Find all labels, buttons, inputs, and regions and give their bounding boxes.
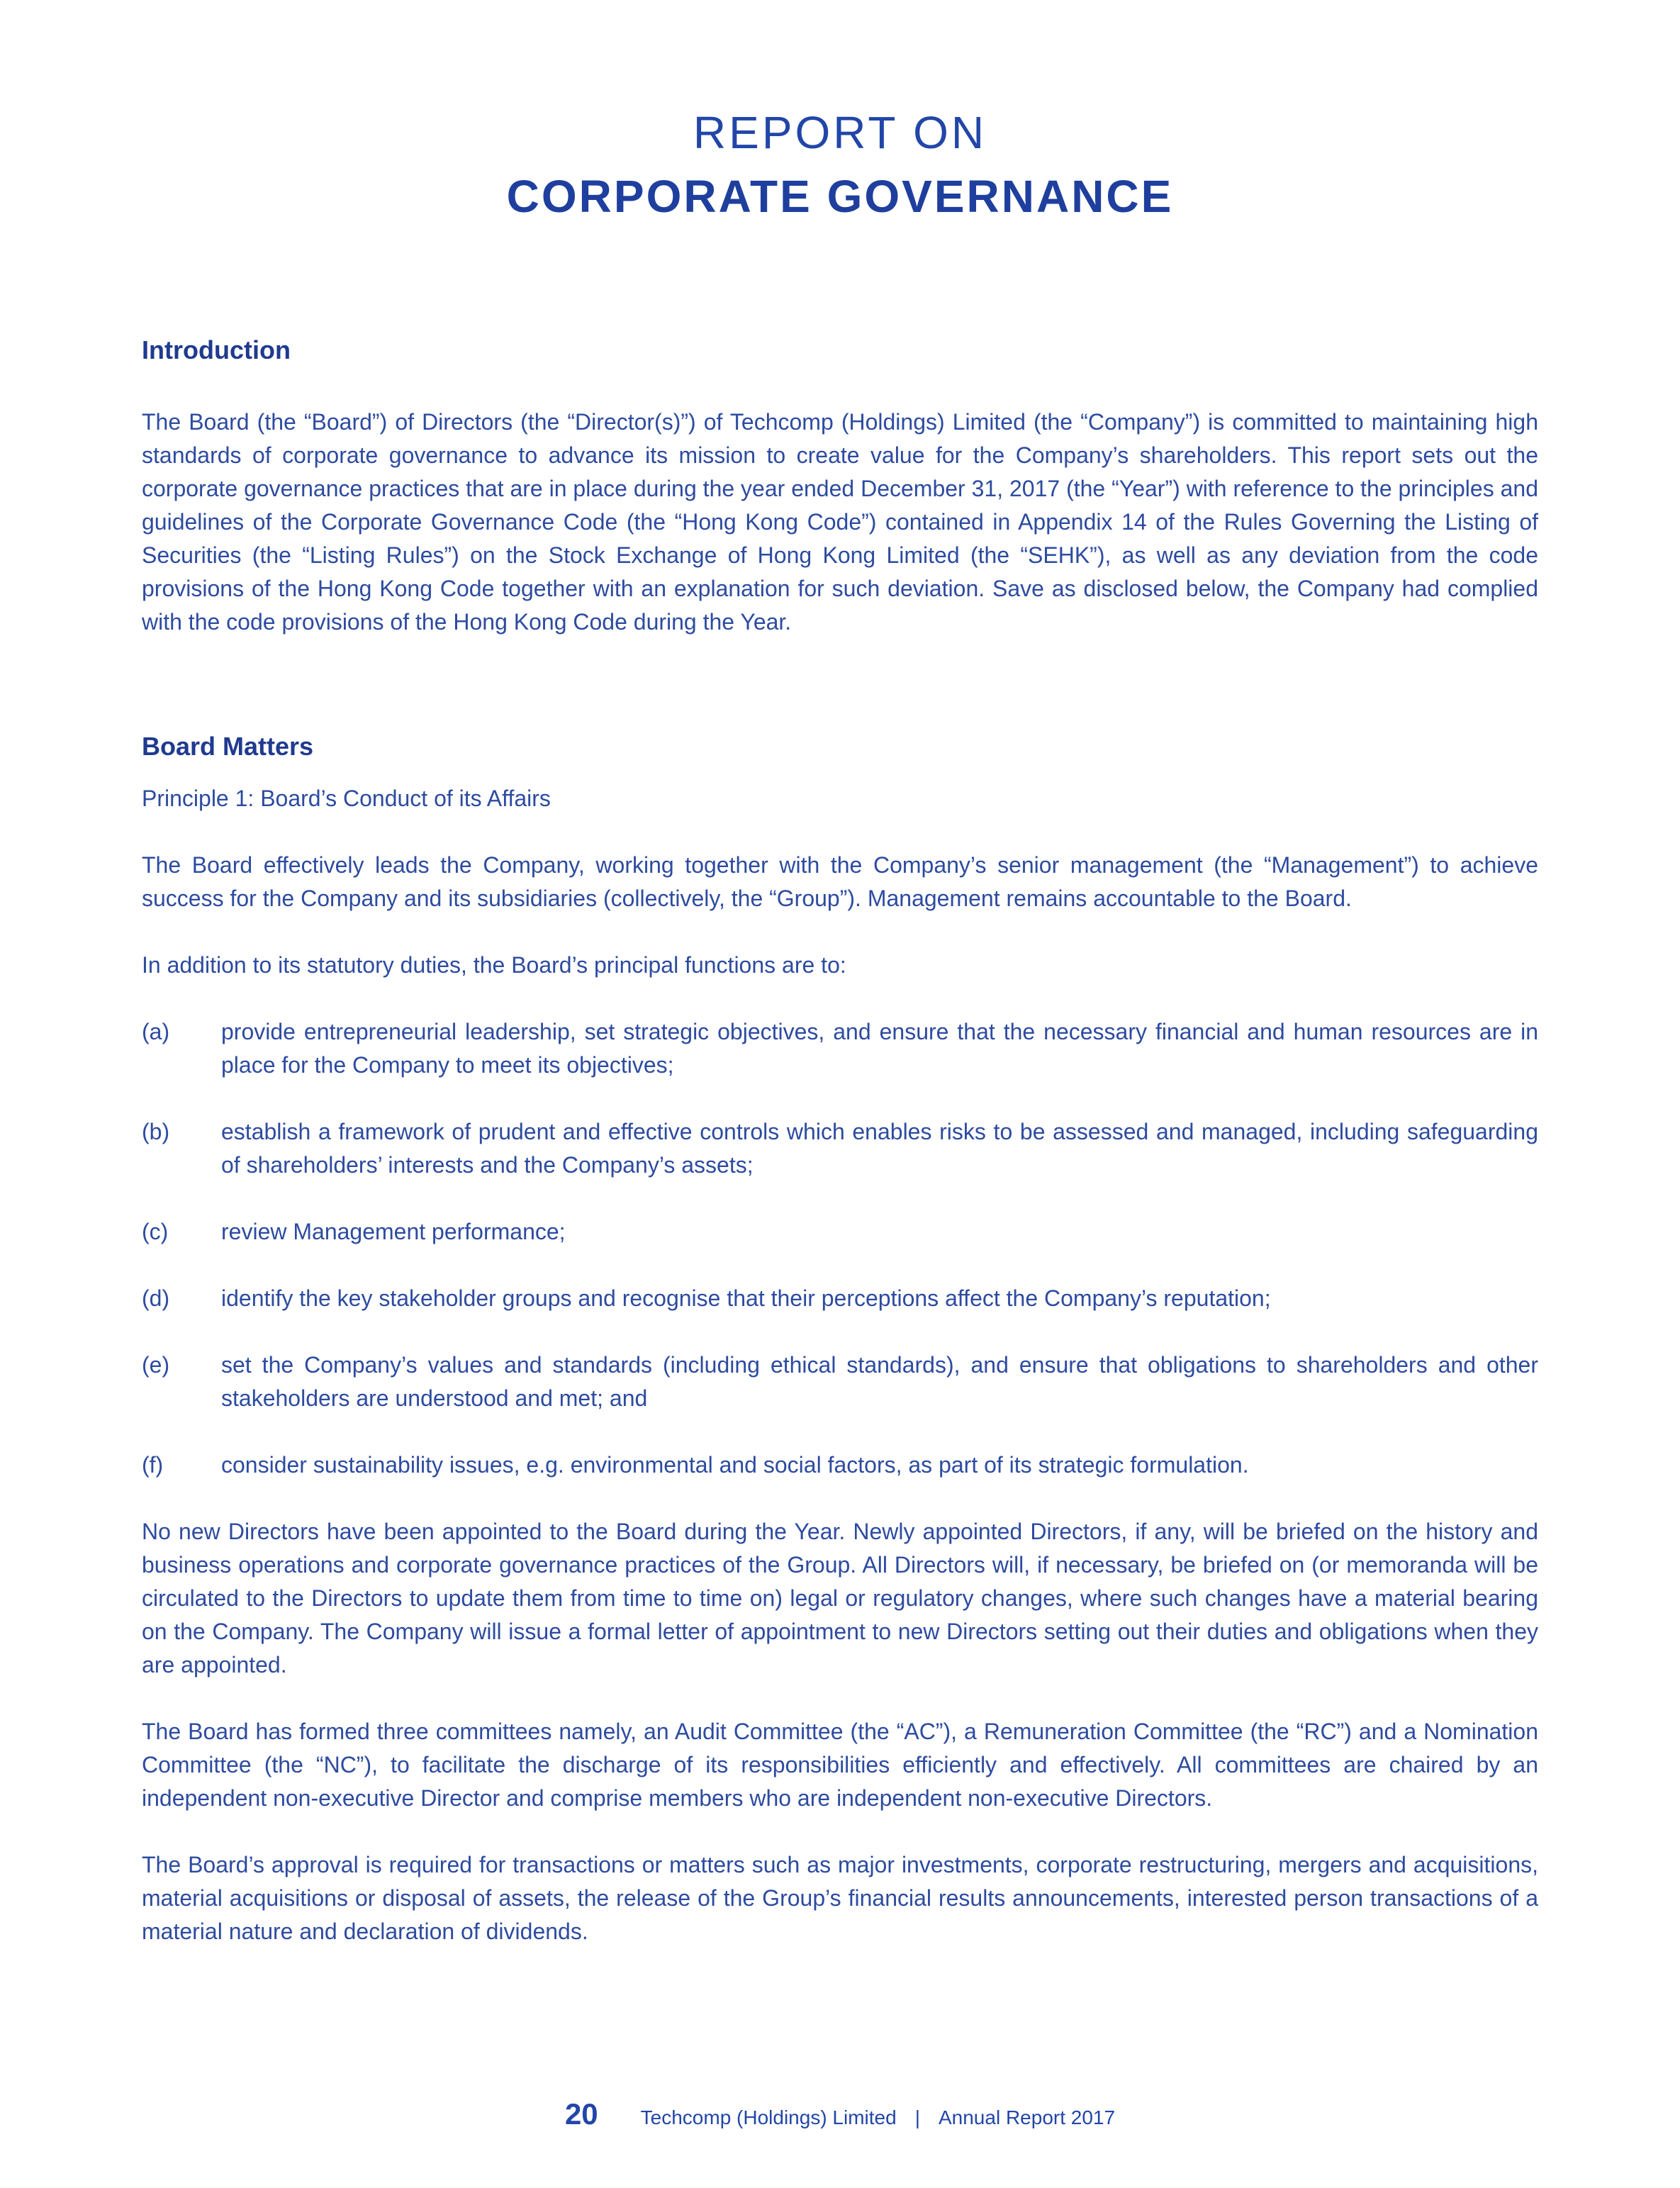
list-marker: (c) bbox=[142, 1219, 169, 1244]
introduction-heading: Introduction bbox=[142, 335, 291, 364]
list-marker: (b) bbox=[142, 1119, 170, 1144]
title-line2: CORPORATE GOVERNANCE bbox=[506, 171, 1174, 222]
footer-company: Techcomp (Holdings) Limited bbox=[640, 2106, 897, 2128]
list-marker: (a) bbox=[142, 1019, 170, 1044]
list-text: identify the key stakeholder groups and recognise that their perceptions affect the Company’s reputation; bbox=[221, 1285, 1271, 1311]
board-paragraph-5: The Board’s approval is required for transactions or matters such as major investments, corporate restructuring, mergers and acquisitions, material acquisitions or disposal of assets, the release of the Group’s financial results announcements, interested person transactions of a material nature and declaration of dividends. bbox=[142, 1852, 1538, 1944]
list-text: provide entrepreneurial leadership, set strategic objectives, and ensure that the necessary financial and human resources are in place for the Company to meet its objectives; bbox=[221, 1019, 1538, 1078]
footer-report: Annual Report 2017 bbox=[938, 2106, 1116, 2128]
list-text: review Management performance; bbox=[221, 1219, 566, 1244]
list-marker: (f) bbox=[142, 1452, 164, 1478]
page-number: 20 bbox=[564, 2097, 598, 2131]
list-marker: (e) bbox=[142, 1352, 170, 1378]
board-paragraph-3: No new Directors have been appointed to the Board during the Year. Newly appointed Directors, if any, will be briefed on the history and business operations and corporate governance practices of the Group. All Directors will, if necessary, be briefed on (or memoranda will be circulated to the Directors to update them from time to time on) legal or regulatory changes, where such changes have a material bearing on the Company. The Company will issue a formal letter of appointment to new Directors setting out their duties and obligations when they are appointed. bbox=[142, 1519, 1538, 1678]
title-line1: REPORT ON bbox=[693, 107, 987, 158]
list-text: establish a framework of prudent and effective controls which enables risks to be assessed and managed, including safeguarding of shareholders’ interests and the Company’s assets; bbox=[221, 1119, 1538, 1178]
principle-subheading: Principle 1: Board’s Conduct of its Affairs bbox=[142, 786, 551, 811]
list-item bbox=[142, 1015, 1538, 1082]
board-paragraph-4: The Board has formed three committees namely, an Audit Committee (the “AC”), a Remuneration Committee (the “RC”) and a Nomination Committee (the “NC”), to facilitate the discharge of its responsibilities efficiently and effectively. All committees are chaired by an independent non-executive Director and comprise members who are independent non-executive Directors. bbox=[142, 1719, 1538, 1811]
introduction-paragraph: The Board (the “Board”) of Directors (the “Director(s)”) of Techcomp (Holdings) Limited (the “Company”) is committed to maintaining high standards of corporate governance to advance its mission to create value for the Company’s shareholders. This report sets out the corporate governance practices that are in place during the year ended December 31, 2017 (the “Year”) with reference to the principles and guidelines of the Corporate Governance Code (the “Hong Kong Code”) contained in Appendix 14 of the Rules Governing the Listing of Securities (the “Listing Rules”) on the Stock Exchange of Hong Kong Limited (the “SEHK”), as well as any deviation from the code provisions of the Hong Kong Code together with an explanation for such deviation. Save as disclosed below, the Company had complied with the code provisions of the Hong Kong Code during the Year. bbox=[142, 409, 1538, 635]
list-item bbox=[142, 1115, 1538, 1182]
list-text: consider sustainability issues, e.g. environmental and social factors, as part of its strategic formulation. bbox=[221, 1452, 1249, 1478]
document-body bbox=[142, 333, 1538, 1948]
board-paragraph-1: The Board effectively leads the Company, working together with the Company’s senior management (the “Management”) to achieve success for the Company and its subsidiaries (collectively, the “Group”). Management remains accountable to the Board. bbox=[142, 852, 1538, 911]
list-marker: (d) bbox=[142, 1285, 170, 1311]
list-item bbox=[142, 1449, 1538, 1482]
footer-separator: | bbox=[914, 2106, 920, 2128]
list-item bbox=[142, 1349, 1538, 1415]
list-item bbox=[142, 1282, 1538, 1315]
list-text: set the Company’s values and standards (including ethical standards), and ensure that obligations to shareholders and other stakeholders are understood and met; and bbox=[221, 1352, 1538, 1411]
list-item bbox=[142, 1215, 1538, 1249]
board-matters-heading: Board Matters bbox=[142, 732, 314, 761]
page-footer bbox=[0, 2097, 1680, 2131]
board-paragraph-2: In addition to its statutory duties, the Board’s principal functions are to: bbox=[142, 952, 846, 978]
